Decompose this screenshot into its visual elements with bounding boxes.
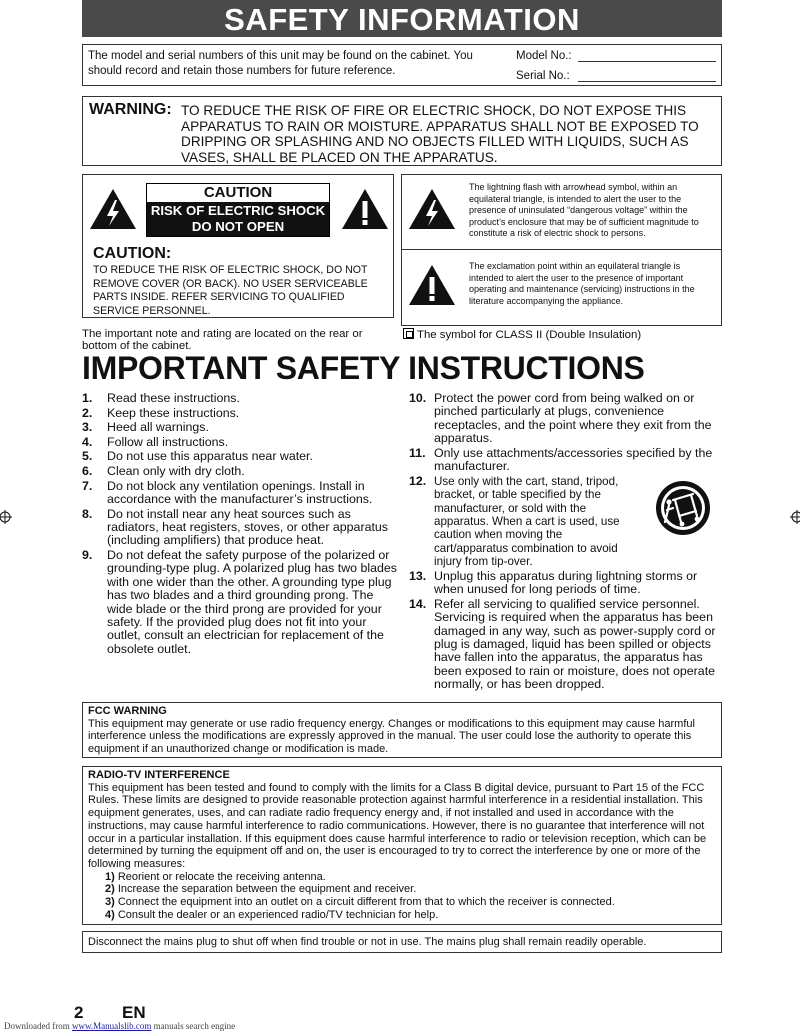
measure-number: 1) xyxy=(105,870,115,883)
instruction-text: Do not install near any heat sources such as radiators, heat registers, stoves, or other apparatus (including amplifiers) that produce heat. xyxy=(107,506,388,548)
instruction-text: Do not block any ventilation openings. Install in accordance with the manufacturer’s instructions. xyxy=(107,478,373,506)
radio-tv-heading: RADIO-TV INTERFERENCE xyxy=(88,769,230,781)
instruction-number: 10. xyxy=(409,391,427,405)
list-item xyxy=(105,909,716,922)
list-item xyxy=(105,896,716,909)
instruction-number: 13. xyxy=(409,568,427,583)
instruction-number: 14. xyxy=(409,596,427,611)
mains-plug-note: Disconnect the mains plug to shut off when find trouble or not in use. The mains plug shall remain readily operable. xyxy=(82,931,722,953)
page-banner-title: SAFETY INFORMATION xyxy=(82,0,722,37)
instruction-number: 5. xyxy=(82,449,93,464)
list-item xyxy=(105,883,716,896)
instruction-text: Unplug this apparatus during lightning storms or when unused for long periods of time. xyxy=(434,568,698,597)
instructions-left-column xyxy=(82,392,400,657)
instruction-item xyxy=(82,549,400,656)
fcc-warning-heading: FCC WARNING xyxy=(88,705,167,717)
lightning-warning-icon xyxy=(88,187,138,231)
instruction-number: 4. xyxy=(82,434,93,449)
language-code: EN xyxy=(122,1003,146,1022)
measure-number: 4) xyxy=(105,908,115,921)
instruction-item xyxy=(82,465,400,478)
caution-label-bottom xyxy=(147,202,329,236)
instructions-right-column xyxy=(409,392,725,693)
exclamation-symbol-row xyxy=(402,251,721,326)
instruction-text: Only use attachments/accessories specified by the manufacturer. xyxy=(434,445,713,474)
instruction-number: 2. xyxy=(82,405,93,420)
model-serial-box xyxy=(82,44,722,86)
caution-label-top: CAUTION xyxy=(147,184,329,202)
model-number-line xyxy=(578,61,716,62)
measure-text: Increase the separation between the equipment and receiver. xyxy=(117,883,417,896)
instruction-item xyxy=(409,447,725,474)
instruction-item xyxy=(409,570,725,597)
lightning-symbol-description: The lightning flash with arrowhead symbol, within an equilateral triangle, is intended to alert the user to the presence of uninsulated “dangerous voltage” within the product’s enclosure that may be of sufficient magnitude to constitute a risk of electric shock to persons. xyxy=(469,182,699,239)
caution-label-line-1: RISK OF ELECTRIC SHOCK xyxy=(150,203,326,218)
caution-body: TO REDUCE THE RISK OF ELECTRIC SHOCK, DO NOT REMOVE COVER (OR BACK). NO USER SERVICEABLE PARTS INSIDE. REFER SERVICING TO QUALIFIED SERVICE PERSONNEL. xyxy=(93,264,368,317)
instruction-item xyxy=(82,508,400,548)
radio-tv-text: This equipment has been tested and found to comply with the limits for a Class B digital device, pursuant to Part 15 of the FCC Rules. These limits are designed to provide reasonable protection against harmful interference in a residential installation. This equipment generates, uses, and can radiate radio frequency energy and, if not installed and used in accordance with the instructions, may cause harmful interference to radio communications. However, there is no guarantee that interference will not occur in a particular installation. If this equipment does cause harmful interference to radio or television reception, which can be determined by turning the equipment off and on, the user is encouraged to try to correct the interference by one or more of the following measures: xyxy=(88,781,707,870)
manualslib-link[interactable]: www.Manualslib.com xyxy=(71,1021,152,1031)
warning-text: TO REDUCE THE RISK OF FIRE OR ELECTRIC SHOCK, DO NOT EXPOSE THIS APPARATUS TO RAIN OR MOISTURE. APPARATUS SHALL NOT BE EXPOSED TO DRIPPING OR SPLASHING AND NO OBJECTS FILLED WITH LIQUIDS, SUCH AS VASES, SHALL BE PLACED ON THE APPARATUS. xyxy=(181,103,699,165)
model-number-field xyxy=(516,49,716,64)
instruction-item xyxy=(82,421,400,434)
fcc-warning-text: This equipment may generate or use radio frequency energy. Changes or modifications to this equipment may cause harmful interference unless the modifications are expressly approved in the manual. The user could lose the authority to operate this equipment if an unauthorized change or modification is made. xyxy=(88,717,695,756)
model-number-label: Model No.: xyxy=(516,50,572,62)
caution-label-line-2: DO NOT OPEN xyxy=(191,219,285,234)
search-engine-tagline: manuals search engine xyxy=(153,1021,236,1031)
instruction-item xyxy=(409,598,725,692)
page-number: 2 xyxy=(74,1003,84,1022)
exclamation-symbol-description: The exclamation point within an equilateral triangle is intended to alert the user to the presence of important operating and maintenance (servicing) instructions in the literature accompanying the appliance. xyxy=(469,261,695,306)
exclamation-symbol-icon xyxy=(407,263,457,307)
lightning-symbol-icon xyxy=(407,187,457,231)
instruction-text: Read these instructions. xyxy=(107,391,240,405)
caution-heading: CAUTION: xyxy=(93,245,172,262)
instruction-item xyxy=(82,450,400,463)
download-footer xyxy=(4,1021,235,1031)
serial-number-line xyxy=(578,81,716,82)
safety-instructions-title: IMPORTANT SAFETY INSTRUCTIONS xyxy=(82,350,645,386)
measure-number: 2) xyxy=(105,883,115,896)
registration-mark-icon xyxy=(0,510,12,524)
instruction-item xyxy=(82,436,400,449)
instruction-number: 12. xyxy=(409,473,427,488)
instruction-number: 8. xyxy=(82,506,93,521)
instruction-number: 9. xyxy=(82,547,93,562)
caution-box xyxy=(82,174,394,318)
instruction-text: Use only with the cart, stand, tripod, bracket, or table specified by the manufacturer, or sold with the apparatus. When a cart is used, use caution when moving the cart/apparatus combination to avoid injury from tip-over. xyxy=(434,474,620,569)
instruction-text: Do not defeat the safety purpose of the polarized or grounding-type plug. A polarized plug has two blades with one wider than the other. A grounding type plug has two blades and a third grounding prong. The wide blade or the third prong are provided for your safety. If the provided plug does not fit into your outlet, consult an electrician for replacement of the obsolete outlet. xyxy=(107,547,398,656)
instruction-text: Do not use this apparatus near water. xyxy=(107,449,313,464)
instruction-number: 6. xyxy=(82,463,93,478)
instruction-number: 3. xyxy=(82,420,93,435)
serial-number-label: Serial No.: xyxy=(516,70,570,82)
exclamation-warning-icon xyxy=(340,187,390,231)
instruction-text: Protect the power cord from being walked on or pinched particularly at plugs, convenience receptacles, and the point where they exit from the apparatus. xyxy=(434,391,712,446)
rating-note: The important note and rating are located on the rear or bottom of the cabinet. xyxy=(82,328,363,352)
interference-measures-list xyxy=(105,871,716,922)
caution-label xyxy=(146,183,330,237)
list-item xyxy=(105,871,716,884)
measure-text: Reorient or relocate the receiving antenna. xyxy=(117,870,326,883)
fcc-warning-box xyxy=(82,702,722,758)
cart-tip-over-warning-icon xyxy=(655,480,711,536)
warning-label: WARNING: xyxy=(89,101,172,118)
instruction-number: 7. xyxy=(82,478,93,493)
measure-text: Connect the equipment into an outlet on a circuit different from that to which the receiver is connected. xyxy=(117,896,615,909)
model-intro-text: The model and serial numbers of this unit may be found on the cabinet. You should record and retain those numbers for future reference. xyxy=(88,50,473,77)
warning-box xyxy=(82,96,722,166)
instruction-item xyxy=(409,392,725,446)
instruction-text: Refer all servicing to qualified service personnel. Servicing is required when the apparatus has been damaged in any way, such as power-supply cord or plug is damaged, liquid has been spilled or objects have fallen into the apparatus, the apparatus has been exposed to rain or moisture, does not operate normally, or has been dropped. xyxy=(434,596,716,692)
downloaded-from-text: Downloaded from xyxy=(4,1021,70,1031)
measure-number: 3) xyxy=(105,896,115,909)
double-insulation-icon xyxy=(403,328,414,339)
instruction-number: 11. xyxy=(409,445,426,460)
symbols-box xyxy=(401,174,722,326)
measure-text: Consult the dealer or an experienced radio/TV technician for help. xyxy=(117,908,439,921)
instruction-text: Heed all warnings. xyxy=(107,420,209,435)
registration-mark-icon xyxy=(790,510,800,524)
instruction-text: Keep these instructions. xyxy=(107,405,240,420)
instruction-text: Clean only with dry cloth. xyxy=(107,463,245,478)
class2-note-text: The symbol for CLASS II (Double Insulation) xyxy=(417,329,642,341)
instruction-number: 1. xyxy=(82,391,93,405)
lightning-symbol-row xyxy=(402,175,721,250)
instruction-item xyxy=(82,392,400,405)
instruction-item xyxy=(82,407,400,420)
instruction-text: Follow all instructions. xyxy=(107,434,229,449)
instruction-item xyxy=(82,480,400,507)
radio-tv-interference-box xyxy=(82,766,722,925)
class2-note xyxy=(403,328,641,341)
serial-number-field xyxy=(516,69,716,84)
